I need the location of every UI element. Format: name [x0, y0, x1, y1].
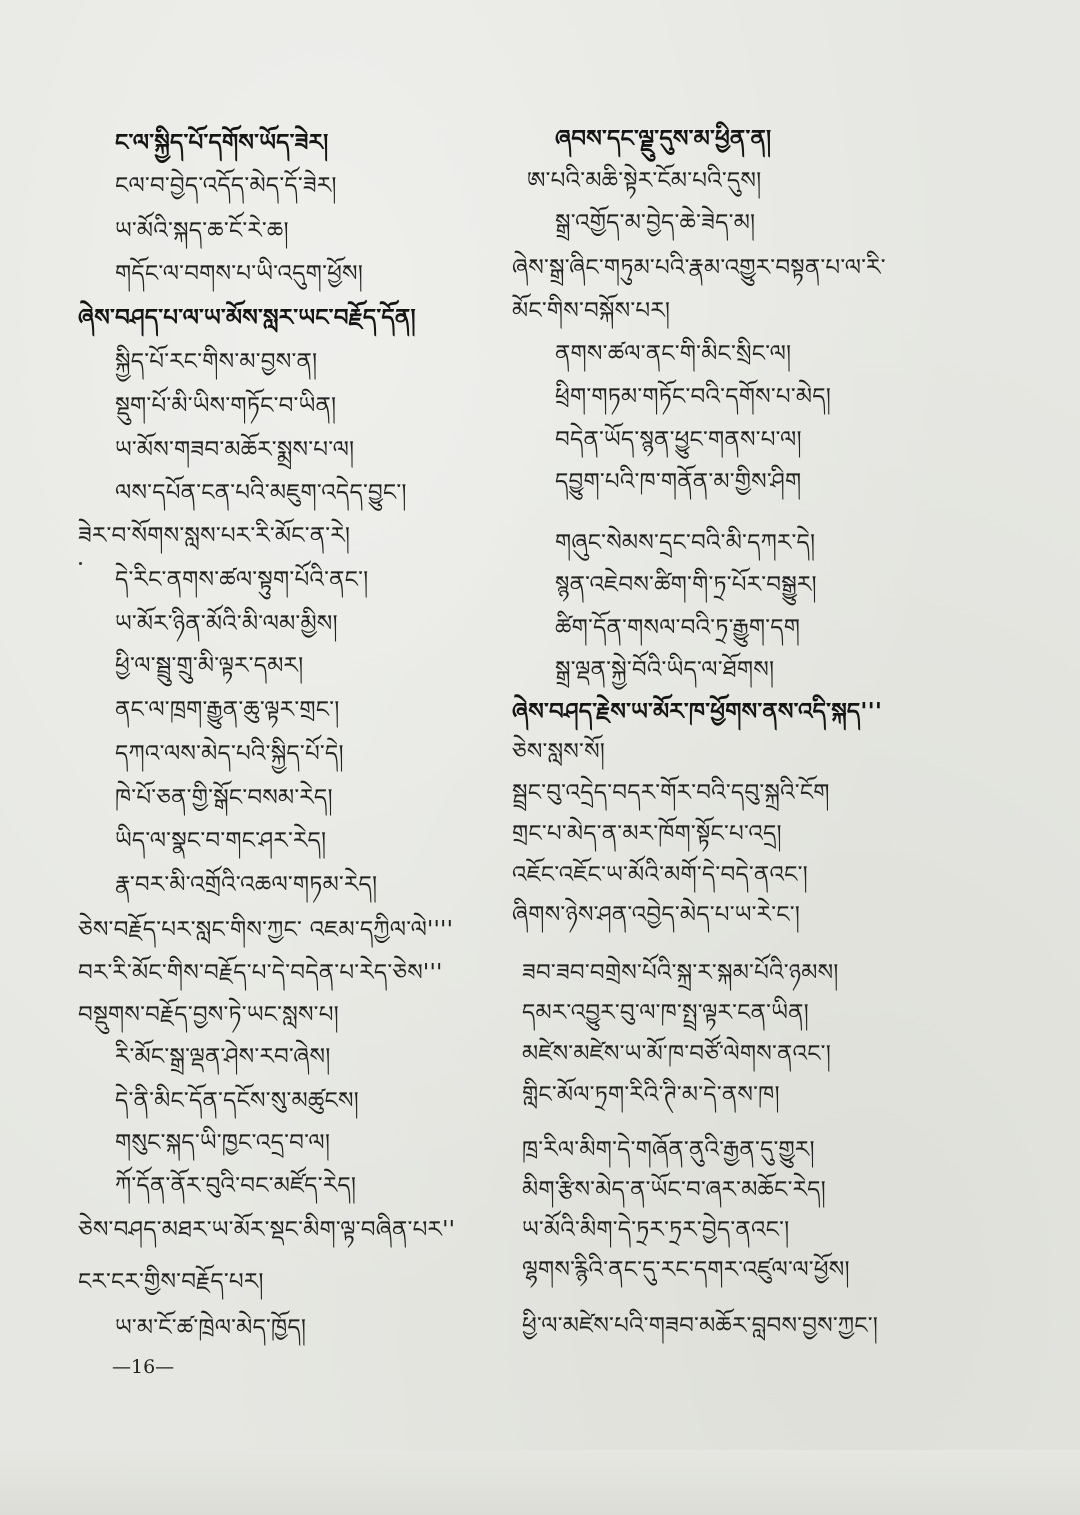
text-line: ཁྲ་རིལ་མིག་དེ་གཞོན་ནུའི་རྒྱན་དུ་གྱུར། [522, 1137, 815, 1163]
text-line: ཨ་པའི་མཆི་སྟེར་ངོམ་པའི་དུས། [527, 168, 762, 194]
text-line: དེ་ནི་མིང་དོན་དངོས་སུ་མཚུངས། [115, 1088, 359, 1114]
text-line: གདོང་ལ་བགས་པ་ཡི་འདུག་ཕྱོས། [115, 261, 364, 287]
text-line: སྙན་འཇེབས་ཚིག་གི་ཏྲ་པོར་བསྒྱུར། [555, 572, 817, 598]
text-line: བར་རི་མོང་གིས་བརྗོད་པ་དེ་བདེན་པ་རེད་ཅེས''' [78, 960, 443, 986]
text-line: ཕྱི་ལ་མཛེས་པའི་གཟབ་མཆོར་བླབས་བྱས་ཀྱང་། [522, 1313, 879, 1339]
text-line: ཞབས་དང་ལྗུ་དུས་མ་ཕྱིན་ན། [555, 126, 772, 152]
text-line: ཁེ་པོ་ཅན་གྱི་སྒོང་བསམ་རེད། [115, 785, 333, 811]
text-line: དེ་རིང་ནགས་ཚལ་སྟུག་པོའི་ནང་། [115, 567, 369, 593]
text-line: ང་ལ་སྐྱིད་པོ་དགོས་ཡོད་ཟེར། [115, 130, 329, 156]
text-line: སྒྲ་ལྡན་སྐྱེ་བོའི་ཡིད་ལ་ཐོགས། [555, 657, 775, 683]
text-line: གླིང་མོལ་ཏྲག་རིའི་ཊི་མ་དེ་ནས་ཁ། [522, 1082, 780, 1108]
text-line: ཅེས་སླས་སོ། [512, 739, 606, 765]
text-line: སྒྲ་འགྱོད་མ་བྱེད་ཆེ་ཟེད་མ། [555, 210, 756, 236]
text-line: ལས་དཔོན་ངན་པའི་མཇུག་འདེད་བྱུང་། [115, 480, 407, 506]
text-line: ཡིད་ལ་སྣང་བ་གང་ཤར་རེད། [115, 828, 327, 854]
text-line: ལྷགས་རྙིའི་ནང་དུ་རང་དགར་འཛུལ་ལ་ཕྱོས། [522, 1257, 850, 1283]
text-line: ཟབ་ཟབ་བགྲེས་པོའི་སྐྲ་ར་སྐམ་པོའི་ཉམས། [522, 960, 839, 986]
text-line: སྡུག་པོ་མི་ཡིས་གཏོང་བ་ཡིན། [115, 393, 337, 419]
text-line: ཀོ་དོན་ནོར་བུའི་བང་མཛོད་རེད། [115, 1173, 357, 1199]
print-speck [79, 562, 82, 565]
text-line: ངར་ངར་གྱིས་བརྗོད་པར། [78, 1269, 264, 1295]
text-line: སྐྱིད་པོ་རང་གིས་མ་བྱས་ན། [115, 349, 318, 375]
text-line: གསུང་སྐད་ཡི་ཁྱང་འདྲ་བ་ལ། [115, 1130, 331, 1156]
text-line: ཡ་མོར་ཉིན་མོའི་མི་ལམ་མྱིས། [115, 611, 338, 637]
text-line: དམར་འབྱུར་བུ་ལ་ཁ་སྤྲ་ལྟར་ངན་ཡིན། [522, 1000, 809, 1026]
text-line: དཀའ་ལས་མེད་པའི་སྐྱིད་པོ་དེ། [115, 741, 344, 767]
text-line: ཕྲིག་གཏམ་གཏོང་བའི་དགོས་པ་མེད། [555, 384, 832, 410]
text-line: མིག་རྩིས་མེད་ན་ཡོང་བ་ཞར་མཆོང་རེད། [522, 1177, 826, 1203]
text-line: རྣ་བར་མི་འགྲོའི་འཆལ་གཏམ་རེད། [115, 872, 378, 898]
text-line: ནང་ལ་ཁྲག་རྒྱུན་ཆུ་ལྟར་གྲང་། [115, 697, 340, 723]
text-line: མོང་གིས་བསྐོས་པར། [512, 298, 671, 324]
text-line: ཕྱི་ལ་སྦྲུ་གྲུ་མི་ལྟར་དམར། [115, 653, 304, 679]
text-line: ཡ་མོས་གཟབ་མཆོར་སྨྲས་པ་ལ། [115, 437, 355, 463]
text-line: ཡ་མོའི་མིག་དེ་ཏྲར་ཏྲར་བྱེད་ནའང་། [522, 1217, 790, 1243]
text-line: ཅེས་བརྗོད་པར་སླང་གིས་ཀྱང་ འཇམ་དཀྱིལ་ལེ'''' [78, 917, 454, 943]
text-line: ཅེས་བཤད་མཐར་ཡ་མོར་སྡང་མིག་ལྟ་བཞིན་པར'' [78, 1217, 456, 1243]
scan-edge [0, 1450, 1080, 1515]
page-number: —16— [112, 1356, 175, 1378]
text-line: ཟེར་བ་སོགས་སླས་པར་རི་མོང་ན་རེ། [78, 523, 351, 549]
text-line: མཛེས་མཛེས་ཡ་མོ་ཁ་བཙོ་ལེགས་ནའང་། [522, 1041, 832, 1067]
text-line: རི་མོང་སྒྲ་ལྡན་ཤེས་རབ་ཞེས། [115, 1044, 331, 1070]
text-line: ཞེས་བཤད་པ་ལ་ཡ་མོས་སླར་ཡང་བརྗོད་དོན། [78, 305, 416, 331]
text-line: ཞིགས་ཉེས་ཤན་འབྱེད་མེད་པ་ཡ་རེ་ང་། [512, 902, 801, 928]
text-line: འཇོང་འཇོང་ཡ་མོའི་མགོ་དེ་བདེ་ནའང་། [512, 862, 808, 888]
text-line: བསྡུགས་བརྗོད་བྱས་ཏེ་ཡང་སླས་པ། [78, 1002, 339, 1028]
text-line: ཞེས་བཤད་རྗེས་ཡ་མོར་ཁ་ཕྱོགས་ནས་འདི་སྐད''' [512, 699, 883, 725]
text-line: ཡ་མ་ངོ་ཚ་ཁྲེལ་མེད་ཁྱོད། [115, 1315, 307, 1341]
text-line: ཞེས་སྒྲ་ཞིང་གཏུམ་པའི་རྣམ་འགྱུར་བསྟན་པ་ལ་རི་ [512, 255, 886, 281]
text-line: ཚིག་དོན་གསལ་བའི་ཏྲ་རྒྱུག་དག [555, 615, 801, 641]
text-line: གཞུང་སེམས་དྲང་བའི་མི་དཀར་དེ། [555, 530, 816, 556]
text-line: བདེན་ཡོད་སྙན་ཕྱུང་གནས་པ་ལ། [555, 427, 802, 453]
text-line: དབྱུག་པའི་ཁ་གནོན་མ་གྱིས་ཤིག [555, 469, 802, 495]
text-line: གྲང་པ་མེད་ན་མར་ཁོག་སྟོང་པ་འདྲ། [512, 821, 782, 847]
text-line: ངལ་བ་བྱེད་འདོད་མེད་དོ་ཟེར། [115, 173, 337, 199]
text-line: ནགས་ཚལ་ནང་གི་མིང་སྲིང་ལ། [555, 341, 792, 367]
text-line: སྦྲང་བུ་འདྲེད་བདར་གོར་བའི་དབུ་སྐྲའི་ངོག [512, 780, 830, 806]
text-line: ཡ་མོའི་སྐད་ཆ་ངོ་རེ་ཆ། [115, 218, 289, 244]
